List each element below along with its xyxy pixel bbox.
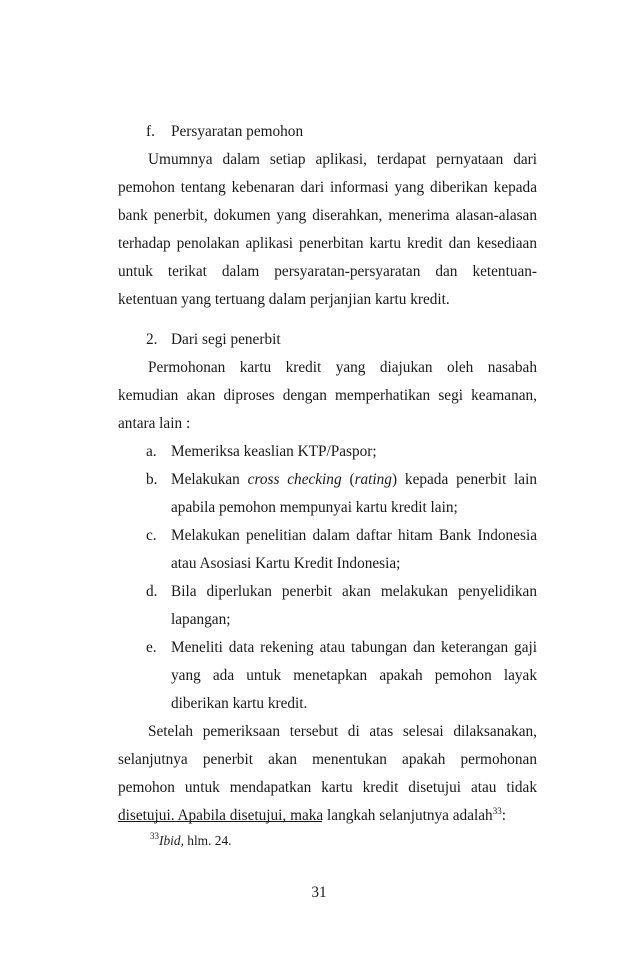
section-2-title: Dari segi penerbit <box>171 331 281 348</box>
list-item-text-post: ) kepada penerbit lain apabila pemohon mempunyai kartu kredit lain; <box>171 471 537 516</box>
list-item-marker: b. <box>146 471 158 488</box>
term-rating: rating <box>354 471 392 488</box>
page-number: 31 <box>311 884 327 901</box>
list-item <box>118 522 537 578</box>
footnote <box>150 832 232 850</box>
section-f-paragraph: Umumnya dalam setiap aplikasi, terdapat pernyataan dari pemohon tentang kebenaran dari informasi yang diberikan kepada bank penerbit, dokumen yang diserahkan, menerima alasan-alasan terhadap penolakan aplikasi penerbitan kartu kredit dan kesediaan untuk terikat dalam persyaratan-persyaratan dan ketentuan-ketentuan yang tertuang dalam perjanjian kartu kredit. <box>118 151 537 308</box>
list-item-text: Bila diperlukan penerbit akan melakukan penyelidikan lapangan; <box>171 583 537 628</box>
list-item-text-pre: Melakukan <box>171 471 248 488</box>
list-item-marker: d. <box>146 583 158 600</box>
list-item-marker: a. <box>146 443 157 460</box>
page-body <box>118 118 537 830</box>
term-cross-checking: cross checking <box>247 471 342 488</box>
list-item <box>118 634 537 718</box>
section-2-marker: 2. <box>146 331 158 348</box>
closing-paragraph-text: Setelah pemeriksaan tersebut di atas selesai dilaksanakan, selanjutnya penerbit akan menentukan apakah permohonan pemohon untuk mendapatkan kartu kredit disetujui atau tidak disetujui. Apabila disetujui, maka langkah selanjutnya adalah <box>118 723 537 824</box>
section-2-heading <box>118 326 537 354</box>
list-item <box>118 438 537 466</box>
list-item <box>118 466 537 522</box>
section-f-marker: f. <box>146 123 155 140</box>
closing-paragraph <box>118 718 537 830</box>
closing-paragraph-suffix: : <box>501 807 506 824</box>
list-item <box>118 578 537 634</box>
footnote-reference[interactable]: 33 <box>492 806 502 816</box>
list-item-text: Meneliti data rekening atau tabungan dan keterangan gaji yang ada untuk menetapkan apakah pemohon layak diberikan kartu kredit. <box>171 639 537 712</box>
list-item-marker: c. <box>146 527 157 544</box>
footnote-number: 33 <box>150 831 159 841</box>
footnote-divider <box>118 821 322 822</box>
security-checks-list <box>118 438 537 718</box>
footnote-text: hlm. 24. <box>183 833 232 848</box>
section-f-heading <box>118 118 537 146</box>
list-item-text: Melakukan penelitian dalam daftar hitam Bank Indonesia atau Asosiasi Kartu Kredit Indonesia; <box>171 527 537 572</box>
list-item-marker: e. <box>146 639 157 656</box>
list-item-text-mid: ( <box>341 471 355 488</box>
section-f-title: Persyaratan pemohon <box>171 123 304 140</box>
footnote-ibid: Ibid, <box>159 833 184 848</box>
list-item-text: Memeriksa keaslian KTP/Paspor; <box>171 443 377 460</box>
section-2-paragraph: Permohonan kartu kredit yang diajukan oleh nasabah kemudian akan diproses dengan memperhatikan segi keamanan, antara lain : <box>118 359 537 432</box>
